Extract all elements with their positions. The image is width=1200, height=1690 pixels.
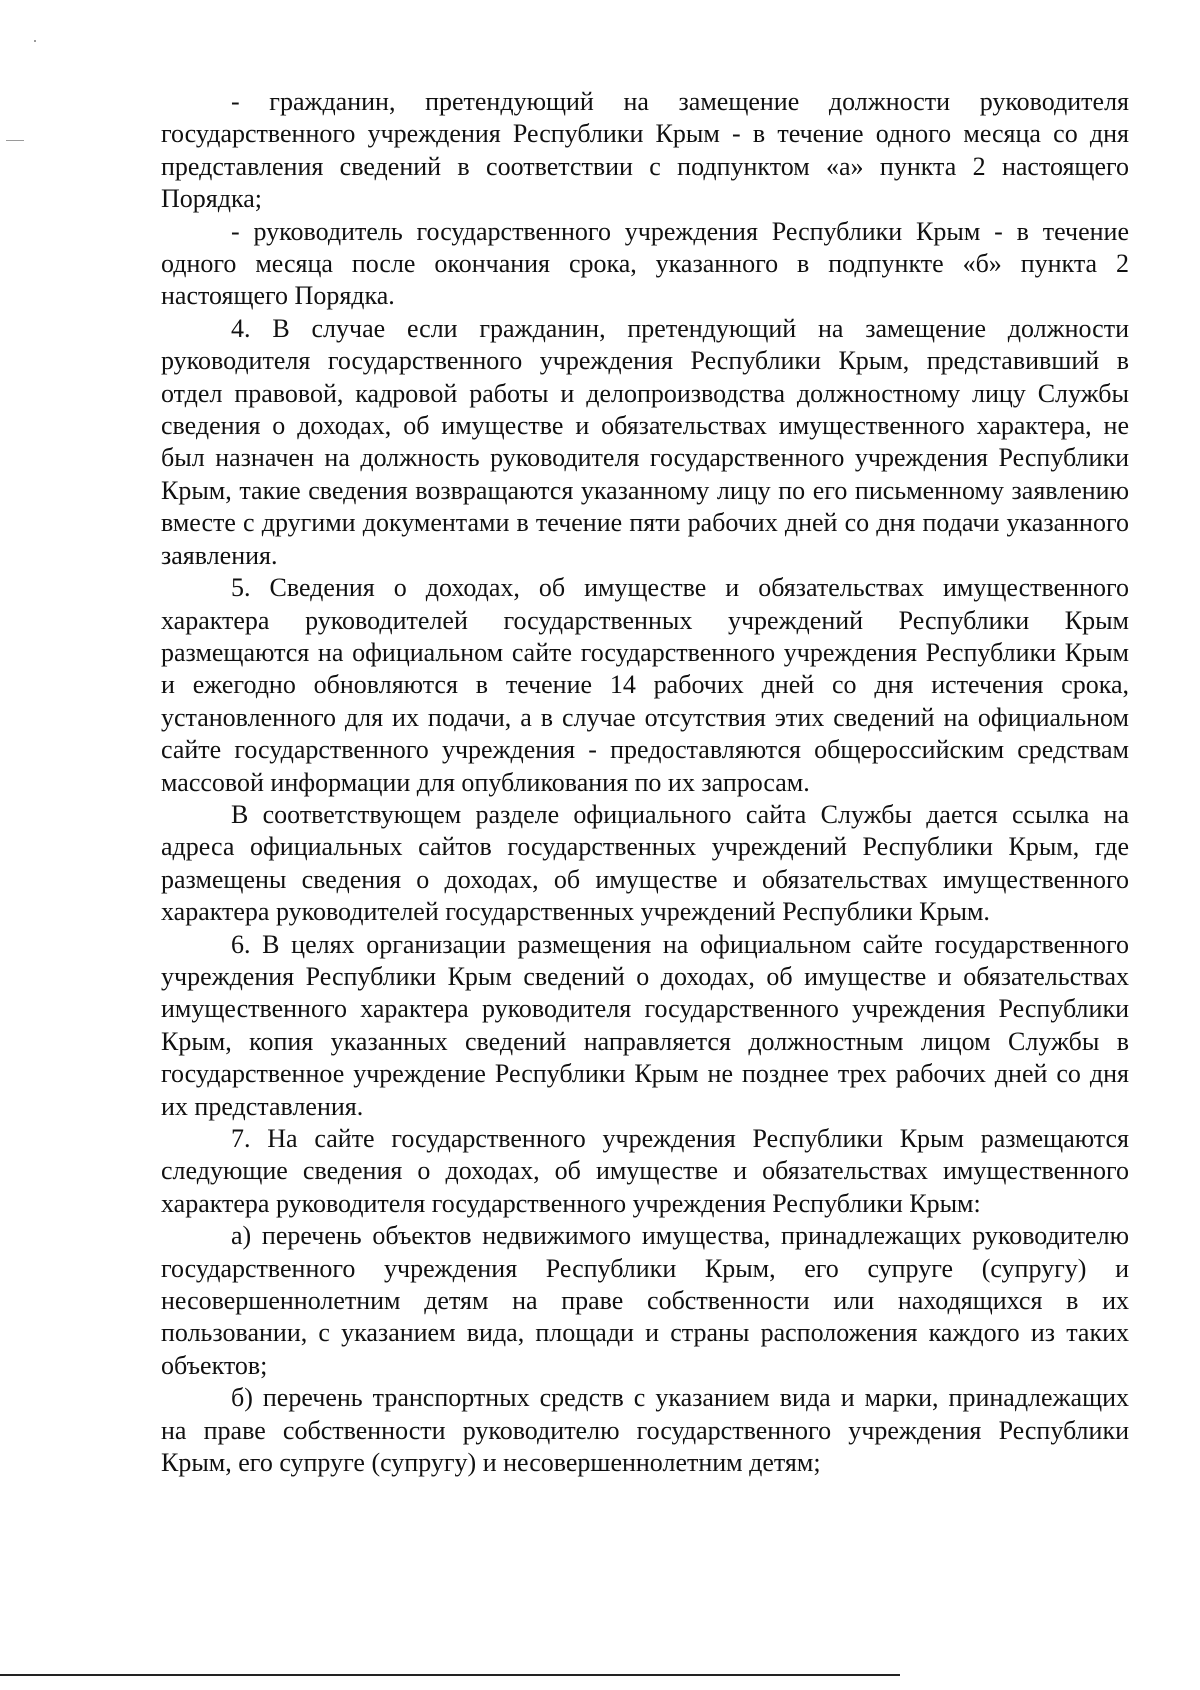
paragraph-head-deadline: - руководитель государственного учреждения Республики Крым - в течение одного месяца после окончания срока, указанного в подпункте «б» пункта 2 настоящего Порядка. (161, 216, 1129, 311)
paragraph-citizen-deadline: - гражданин, претендующий на замещение должности руководителя государственного учреждения Республики Крым - в течение одного месяца со дня представления сведений в соответствии с подпунктом «а» пункта 2 настоящего Порядка; (161, 87, 1129, 214)
bottom-rule (0, 1674, 900, 1676)
document-body (161, 86, 1129, 1479)
paragraph-item-6: 6. В целях организации размещения на официальном сайте государственного учреждения Республики Крым сведений о доходах, об имуществе и обязательствах имущественного характера руководителя государственного учреждения Республики Крым, копия указанных сведений направляется должностным лицом Службы в государственное учреждение Республики Крым не позднее трех рабочих дней со дня их представления. (161, 929, 1129, 1121)
scan-mark (6, 140, 24, 141)
scan-mark (34, 40, 36, 42)
paragraph-item-5: 5. Сведения о доходах, об имуществе и обязательствах имущественного характера руководителей государственных учреждений Республики Крым размещаются на официальном сайте государственного учреждения Республики Крым и ежегодно обновляются в течение 14 рабочих дней со дня истечения срока, установленного для их подачи, а в случае отсутствия этих сведений на официальном сайте государственного учреждения - предоставляются общероссийским средствам массовой информации для опубликования по их запросам. (161, 573, 1129, 797)
paragraph-item-7: 7. На сайте государственного учреждения Республики Крым размещаются следующие сведения о доходах, об имуществе и обязательствах имущественного характера руководителя государственного учреждения Республики Крым: (161, 1124, 1129, 1218)
paragraph-item-7b: б) перечень транспортных средств с указанием вида и марки, принадлежащих на праве собственности руководителю государственного учреждения Республики Крым, его супруге (супругу) и несовершеннолетним детям; (161, 1383, 1129, 1478)
paragraph-item-4: 4. В случае если гражданин, претендующий на замещение должности руководителя государственного учреждения Республики Крым, представивший в отдел правовой, кадровой работы и делопроизводства должностному лицу Службы сведения о доходах, об имуществе и обязательствах имущественного характера, не был назначен на должность руководителя государственного учреждения Республики Крым, такие сведения возвращаются указанному лицу по его письменному заявлению вместе с другими документами в течение пяти рабочих дней со дня подачи указанного заявления. (161, 313, 1129, 570)
paragraph-item-7a: а) перечень объектов недвижимого имущества, принадлежащих руководителю государственного учреждения Республики Крым, его супруге (супругу) и несовершеннолетним детям на праве собственности или находящихся в их пользовании, с указанием вида, площади и страны расположения каждого из таких объектов; (161, 1221, 1129, 1380)
paragraph-item-5-link: В соответствующем разделе официального сайта Службы дается ссылка на адреса официальных сайтов государственных учреждений Республики Крым, где размещены сведения о доходах, об имуществе и обязательствах имущественного характера руководителей государственных учреждений Республики Крым. (161, 799, 1129, 927)
